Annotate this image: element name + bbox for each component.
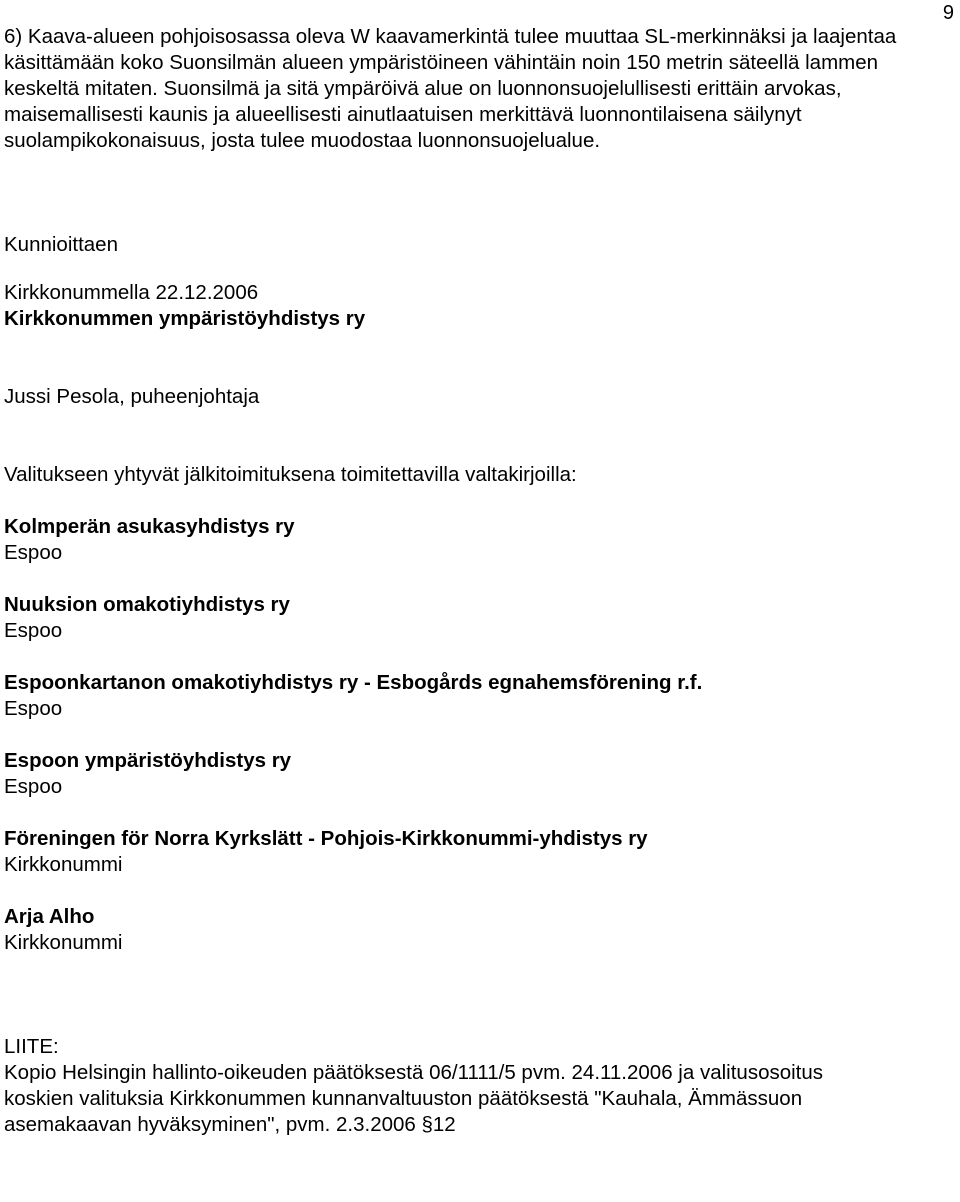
- paragraph-6: 6) Kaava-alueen pohjoisosassa oleva W kaavamerkintä tulee muuttaa SL-merkinnäksi ja laajentaa käsittämään koko Suonsilmän alueen ympäristöineen vähintäin noin 150 metrin säteellä lammen keskeltä mitaten. Suonsilmä ja sitä ympäröivä alue on luonnonsuojelullisesti erittäin arvokas, maisemallisesti kaunis ja alueellisesti ainutlaatuisen merkittävä luonnontilaisena säilynyt suolampikokonaisuus, josta tulee muodostaa luonnonsuojelualue.: [4, 25, 897, 152]
- signer: Jussi Pesola, puheenjohtaja: [4, 385, 260, 408]
- endorser: [4, 826, 956, 878]
- endorser-name: Nuuksion omakotiyhdistys ry: [4, 593, 290, 616]
- endorser-name: Espoon ympäristöyhdistys ry: [4, 749, 292, 772]
- association-name: Kirkkonummen ympäristöyhdistys ry: [4, 307, 366, 330]
- appendix-label: LIITE:: [4, 1035, 59, 1058]
- endorser-place: Espoo: [4, 619, 63, 642]
- endorser-name: Espoonkartanon omakotiyhdistys ry - Esbogårds egnahemsförening r.f.: [4, 671, 703, 694]
- endorser-place: Kirkkonummi: [4, 931, 123, 954]
- place-date: Kirkkonummella 22.12.2006: [4, 281, 259, 304]
- endorser: [4, 670, 956, 722]
- endorser-name: Föreningen för Norra Kyrkslätt - Pohjois-Kirkkonummi-yhdistys ry: [4, 827, 648, 850]
- endorser: [4, 748, 956, 800]
- endorser-place: Espoo: [4, 541, 63, 564]
- endorser: [4, 904, 956, 956]
- endorser-place: Espoo: [4, 697, 63, 720]
- appendix-line: asemakaavan hyväksyminen", pvm. 2.3.2006 §12: [4, 1113, 456, 1136]
- endorser: [4, 592, 956, 644]
- appendix-line: Kopio Helsingin hallinto-oikeuden päätöksestä 06/1111/5 pvm. 24.11.2006 ja valitusosoitus: [4, 1061, 824, 1084]
- appendix-line: koskien valituksia Kirkkonummen kunnanvaltuuston päätöksestä "Kauhala, Ämmässuon: [4, 1087, 803, 1110]
- document-body: [4, 24, 956, 1138]
- endorsement-intro: Valitukseen yhtyvät jälkitoimituksena toimitettavilla valtakirjoilla:: [4, 463, 577, 486]
- endorser: [4, 514, 956, 566]
- page-number: 9: [942, 2, 954, 24]
- closing: Kunnioittaen: [4, 233, 118, 256]
- endorser-place: Espoo: [4, 775, 63, 798]
- endorser-place: Kirkkonummi: [4, 853, 123, 876]
- endorser-name: Arja Alho: [4, 905, 95, 928]
- endorser-name: Kolmperän asukasyhdistys ry: [4, 515, 295, 538]
